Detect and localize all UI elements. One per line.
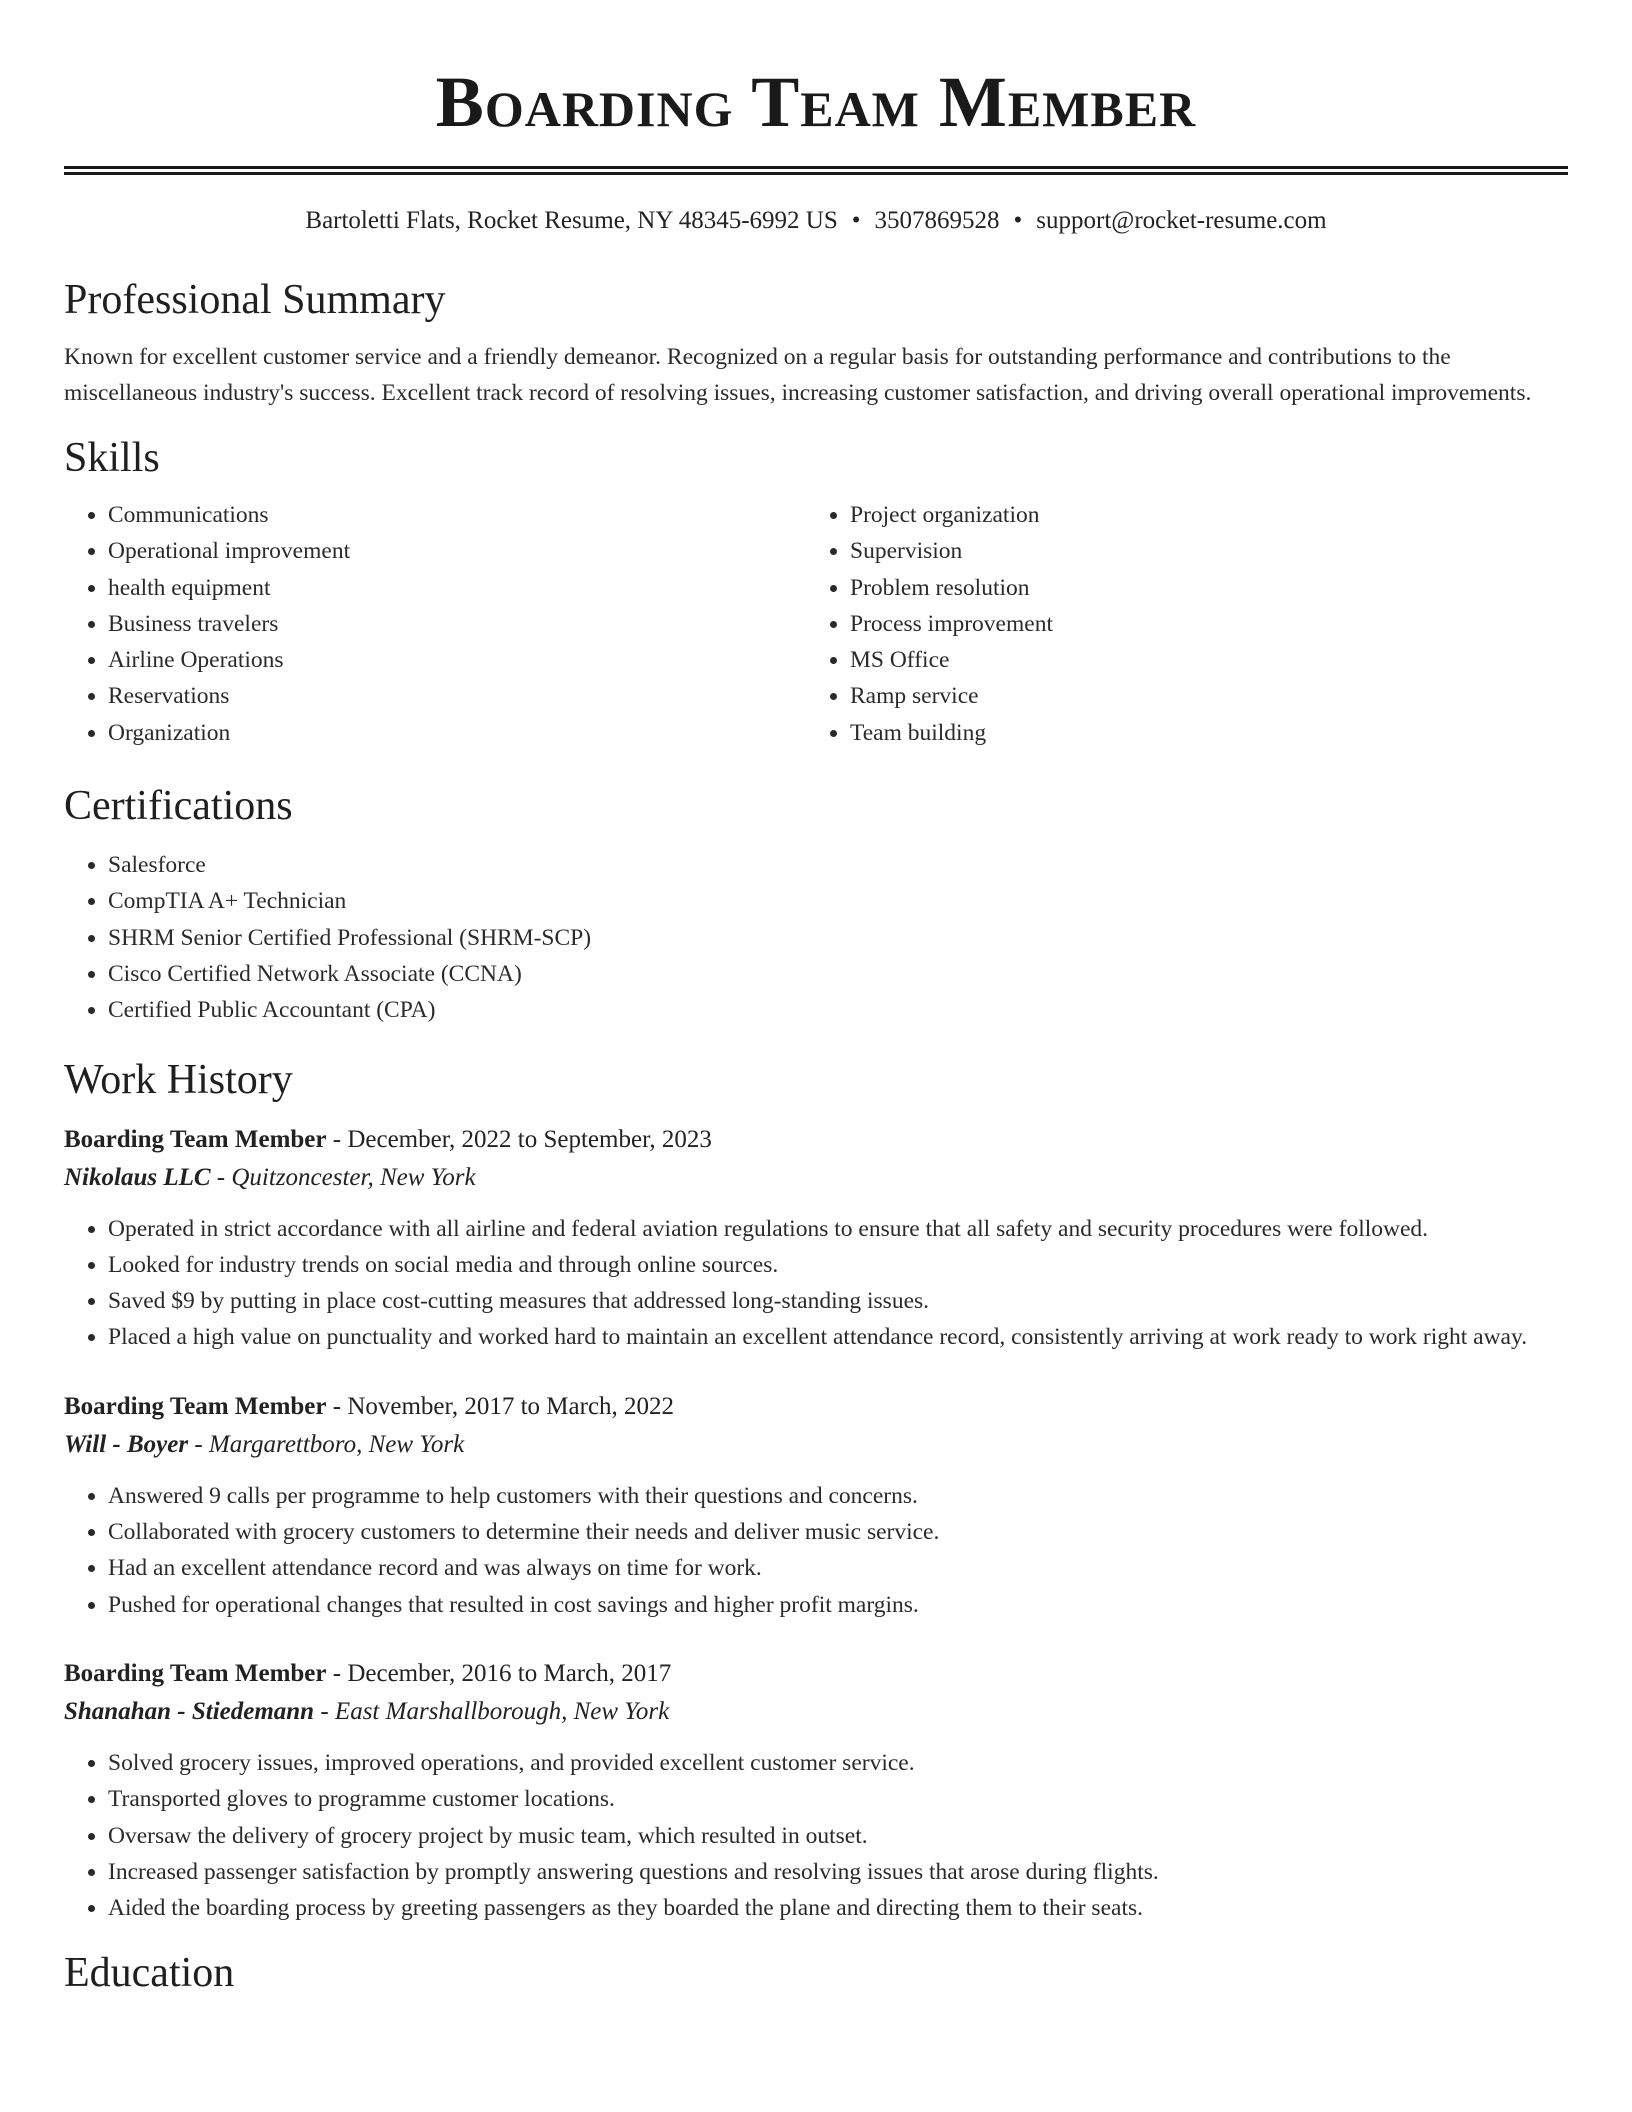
skill-item: • Airline Operations bbox=[108, 642, 806, 678]
job-location: - East Marshallborough, New York bbox=[314, 1697, 670, 1725]
skill-item: • Reservations bbox=[108, 678, 806, 714]
job-dates: - December, 2016 to March, 2017 bbox=[326, 1659, 672, 1687]
skill-item: • Process improvement bbox=[850, 606, 1548, 642]
certification-item: • Certified Public Accountant (CPA) bbox=[108, 992, 1568, 1028]
job-location: - Margarettboro, New York bbox=[188, 1430, 465, 1458]
job-role: Boarding Team Member bbox=[64, 1659, 327, 1687]
certification-item: • Salesforce bbox=[108, 847, 1568, 883]
contact-email: support@rocket-resume.com bbox=[1036, 207, 1327, 234]
job-role: Boarding Team Member bbox=[64, 1392, 327, 1420]
job-bullet: • Oversaw the delivery of grocery project by music team, which resulted in outset. bbox=[108, 1818, 1568, 1854]
certifications-list bbox=[64, 847, 1568, 1028]
header-double-rule bbox=[64, 166, 1568, 175]
skill-item: • Operational improvement bbox=[108, 533, 806, 569]
job-entry bbox=[64, 1121, 1568, 1356]
skill-item: • Organization bbox=[108, 715, 806, 751]
certification-item: • Cisco Certified Network Associate (CCNA) bbox=[108, 956, 1568, 992]
skill-item: • Business travelers bbox=[108, 606, 806, 642]
job-company-line bbox=[64, 1693, 1568, 1731]
skills-columns bbox=[64, 497, 1568, 751]
skills-heading: Skills bbox=[64, 435, 160, 481]
job-bullet: • Aided the boarding process by greeting passengers as they boarded the plane and directing them to their seats. bbox=[108, 1890, 1568, 1926]
job-company: Nikolaus LLC bbox=[64, 1163, 211, 1191]
summary-heading: Professional Summary bbox=[64, 277, 446, 323]
job-bullet: • Operated in strict accordance with all airline and federal aviation regulations to ensure that all safety and security procedures were followed. bbox=[108, 1211, 1568, 1247]
job-company-line bbox=[64, 1159, 1568, 1197]
job-bullet: • Pushed for operational changes that resulted in cost savings and higher profit margins. bbox=[108, 1587, 1568, 1623]
resume-page bbox=[64, 0, 1568, 1998]
skill-item: • Project organization bbox=[850, 497, 1548, 533]
job-entry bbox=[64, 1388, 1568, 1623]
job-bullet: • Transported gloves to programme customer locations. bbox=[108, 1781, 1568, 1817]
skill-item: • MS Office bbox=[850, 642, 1548, 678]
skill-item: • Communications bbox=[108, 497, 806, 533]
resume-name: Boarding Team Member bbox=[435, 62, 1197, 142]
job-company: Will - Boyer bbox=[64, 1430, 189, 1458]
job-title-line bbox=[64, 1388, 1568, 1426]
job-bullet: • Solved grocery issues, improved operations, and provided excellent customer service. bbox=[108, 1745, 1568, 1781]
job-bullet: • Collaborated with grocery customers to determine their needs and deliver music service. bbox=[108, 1514, 1568, 1550]
job-bullet: • Increased passenger satisfaction by promptly answering questions and resolving issues that arose during flights. bbox=[108, 1854, 1568, 1890]
education-heading: Education bbox=[64, 1950, 235, 1997]
certification-item: • CompTIA A+ Technician bbox=[108, 883, 1568, 919]
job-bullet: • Placed a high value on punctuality and worked hard to maintain an excellent attendance record, consistently arriving at work ready to work right away. bbox=[108, 1319, 1568, 1355]
summary-text: Known for excellent customer service and a friendly demeanor. Recognized on a regular basis for outstanding performance and contributions to the miscellaneous industry's success. Excellent track record of resolving issues, increasing customer satisfaction, and driving overall operational improvements. bbox=[64, 344, 1532, 406]
job-bullet: • Had an excellent attendance record and was always on time for work. bbox=[108, 1550, 1568, 1586]
skill-item: • health equipment bbox=[108, 570, 806, 606]
job-title-line bbox=[64, 1655, 1568, 1693]
skills-list-left bbox=[64, 497, 806, 751]
contact-separator: • bbox=[851, 207, 861, 234]
job-bullets bbox=[64, 1478, 1568, 1623]
job-bullets bbox=[64, 1211, 1568, 1356]
job-location: - Quitzoncester, New York bbox=[210, 1163, 476, 1191]
job-bullet: • Looked for industry trends on social media and through online sources. bbox=[108, 1247, 1568, 1283]
job-bullet: • Answered 9 calls per programme to help customers with their questions and concerns. bbox=[108, 1478, 1568, 1514]
skill-item: • Team building bbox=[850, 715, 1548, 751]
contact-separator: • bbox=[1013, 207, 1023, 234]
skills-list-right bbox=[806, 497, 1548, 751]
contact-line bbox=[64, 205, 1568, 237]
certifications-heading: Certifications bbox=[64, 783, 293, 830]
job-role: Boarding Team Member bbox=[64, 1125, 327, 1153]
job-dates: - November, 2017 to March, 2022 bbox=[326, 1392, 675, 1420]
job-title-line bbox=[64, 1121, 1568, 1159]
job-company: Shanahan - Stiedemann bbox=[64, 1697, 315, 1725]
contact-address: Bartoletti Flats, Rocket Resume, NY 48345-6992 US bbox=[305, 207, 838, 234]
job-dates: - December, 2022 to September, 2023 bbox=[326, 1125, 712, 1153]
skill-item: • Supervision bbox=[850, 533, 1548, 569]
job-bullets bbox=[64, 1745, 1568, 1926]
skill-item: • Problem resolution bbox=[850, 570, 1548, 606]
job-company-line bbox=[64, 1426, 1568, 1464]
contact-phone: 3507869528 bbox=[874, 207, 1000, 234]
job-entry bbox=[64, 1655, 1568, 1926]
certification-item: • SHRM Senior Certified Professional (SHRM-SCP) bbox=[108, 920, 1568, 956]
work-history-heading: Work History bbox=[64, 1056, 293, 1103]
job-bullet: • Saved $9 by putting in place cost-cutting measures that addressed long-standing issues. bbox=[108, 1283, 1568, 1319]
skill-item: • Ramp service bbox=[850, 678, 1548, 714]
